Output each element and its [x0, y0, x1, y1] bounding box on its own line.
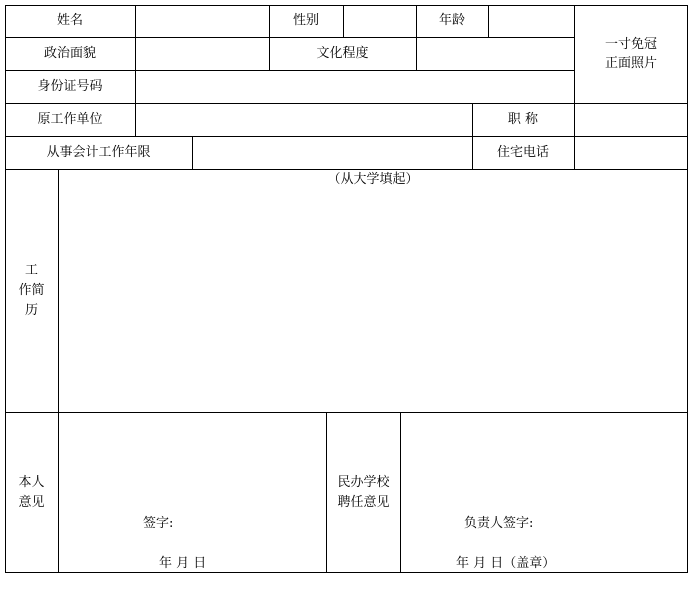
accounting-years-field[interactable]: [193, 137, 472, 169]
name-label: 姓名: [56, 13, 83, 28]
political-status-label: 政治面貌: [43, 46, 96, 61]
resume-label-line1: 工: [24, 263, 38, 278]
age-label: 年龄: [438, 13, 465, 28]
name-field[interactable]: [136, 6, 269, 37]
photo-box[interactable]: [575, 6, 687, 103]
resume-field[interactable]: [59, 190, 687, 412]
self-opinion-label-line2: 意见: [18, 495, 45, 510]
school-opinion-label-line2: 聘任意见: [337, 495, 390, 510]
resume-label-line3: 历: [24, 303, 38, 318]
self-opinion-label-line1: 本人: [18, 475, 45, 490]
home-phone-field[interactable]: [575, 137, 687, 169]
id-number-field[interactable]: [136, 71, 574, 103]
gender-field[interactable]: [344, 6, 416, 37]
school-opinion-label-line1: 民办学校: [337, 475, 390, 490]
school-date-seal-label: 年 月 日（盖章）: [456, 556, 556, 571]
political-status-field[interactable]: [136, 38, 269, 70]
job-title-field[interactable]: [575, 104, 687, 136]
self-opinion-field[interactable]: [59, 413, 326, 513]
education-field[interactable]: [417, 38, 574, 70]
border-bottom: [5, 572, 688, 573]
self-signature-label: 签字:: [143, 516, 174, 531]
photo-hint-line2: 正面照片: [604, 56, 657, 71]
gender-label: 性别: [292, 13, 319, 28]
col-divider-opinion-1: [326, 412, 327, 573]
former-employer-label: 原工作单位: [37, 112, 103, 127]
school-opinion-field[interactable]: [401, 413, 687, 513]
resume-label-line2: 作简: [18, 283, 45, 298]
id-number-label: 身份证号码: [37, 79, 103, 94]
education-label: 文化程度: [316, 46, 369, 61]
self-date-label: 年 月 日: [159, 556, 207, 571]
resume-hint: （从大学填起）: [327, 172, 419, 187]
age-field[interactable]: [489, 6, 574, 37]
home-phone-label: 住宅电话: [496, 145, 549, 160]
border-right: [687, 5, 688, 573]
accounting-years-label: 从事会计工作年限: [46, 145, 151, 160]
photo-hint-line1: 一寸免冠: [604, 37, 657, 52]
row-divider-5: [5, 169, 688, 170]
responsible-signature-label: 负责人签字:: [464, 516, 534, 531]
application-form-table: [5, 5, 688, 573]
job-title-label: 职 称: [507, 112, 539, 127]
former-employer-field[interactable]: [136, 104, 472, 136]
